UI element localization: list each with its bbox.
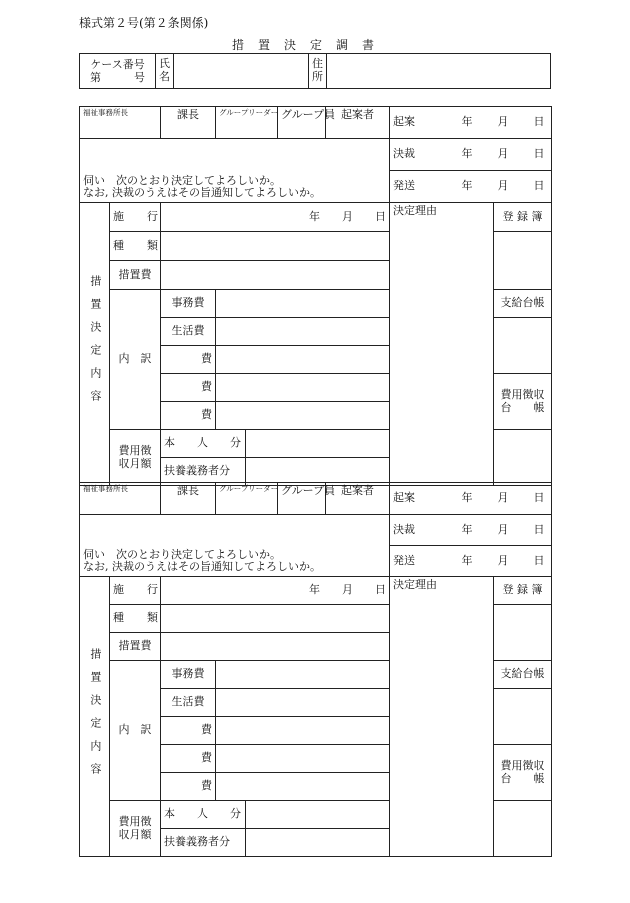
cost-field[interactable]	[161, 261, 390, 290]
breakdown-item: 費	[161, 717, 216, 745]
date-unit: 月	[497, 147, 509, 161]
kind-label: 種 類	[110, 232, 161, 261]
section-label: 措置決定内容	[80, 577, 110, 857]
enforcement-date[interactable]: 年 月 日	[161, 203, 390, 232]
monthly-fee-label-line1: 費用徴	[118, 814, 152, 828]
self-share-label: 本 人 分	[161, 801, 246, 829]
title-char: 調	[336, 38, 349, 52]
date-unit: 日	[533, 147, 545, 161]
title-char: 置	[258, 38, 271, 52]
form-number: 様式第２号(第２条関係)	[79, 16, 209, 30]
date-unit: 月	[497, 491, 509, 505]
approver-drafter[interactable]: 起案者	[326, 107, 390, 139]
address-field[interactable]	[327, 54, 551, 89]
date-approval[interactable]	[390, 139, 552, 171]
title-char: 書	[362, 38, 375, 52]
date-unit: 年	[461, 179, 473, 193]
case-number-label	[80, 54, 156, 89]
date-dispatch[interactable]	[390, 171, 552, 203]
breakdown-item: 生活費	[161, 318, 216, 346]
date-unit: 月	[497, 522, 509, 536]
breakdown-item: 費	[161, 402, 216, 430]
date-draft[interactable]	[390, 483, 552, 515]
decision-block-1	[79, 106, 552, 486]
guardian-share-label: 扶養義務者分	[161, 829, 246, 857]
breakdown-item: 費	[161, 374, 216, 402]
breakdown-label: 内 訳	[110, 661, 161, 801]
date-unit: 年	[461, 553, 473, 567]
approver-group-leader[interactable]: グループリーダー	[216, 107, 278, 139]
date-unit: 月	[497, 179, 509, 193]
monthly-fee-label-line2: 収月額	[118, 456, 152, 470]
date-label: 決裁	[393, 522, 416, 536]
date-label: 発送	[393, 179, 416, 193]
guardian-share-label: 扶養義務者分	[161, 458, 246, 486]
enforcement-label: 施 行	[110, 203, 161, 232]
breakdown-label: 内 訳	[110, 290, 161, 430]
inquiry-text	[80, 515, 390, 577]
date-unit: 日	[533, 179, 545, 193]
approver-group-leader[interactable]: グループリーダー	[216, 483, 278, 515]
payment-ledger-field[interactable]	[494, 318, 552, 374]
kind-field[interactable]	[161, 605, 390, 633]
title-char: 決	[284, 38, 297, 52]
name-field[interactable]	[174, 54, 309, 89]
breakdown-item: 費	[161, 773, 216, 801]
date-unit: 年	[461, 522, 473, 536]
inquiry-line2: なお, 決裁のうえはその旨通知してよろしいか。	[83, 560, 321, 574]
date-draft[interactable]	[390, 107, 552, 139]
register-label: 登 録 簿	[494, 203, 552, 232]
register-label: 登 録 簿	[494, 577, 552, 605]
breakdown-field[interactable]	[216, 745, 390, 773]
payment-ledger-field[interactable]	[494, 689, 552, 745]
self-share-field[interactable]	[246, 801, 390, 829]
inquiry-line1: 伺い 次のとおり決定してよろしいか。	[83, 173, 281, 187]
monthly-fee-label-line2: 収月額	[118, 827, 152, 841]
self-share-label: 本 人 分	[161, 430, 246, 458]
decision-block-2	[79, 482, 552, 857]
date-dispatch[interactable]	[390, 546, 552, 577]
breakdown-field[interactable]	[216, 402, 390, 430]
fee-ledger-label-line2: 台 帳	[500, 400, 545, 414]
inquiry-line1: 伺い 次のとおり決定してよろしいか。	[83, 547, 281, 561]
cost-label: 措置費	[110, 633, 161, 661]
approver-director[interactable]: 福祉事務所長	[80, 107, 161, 139]
date-approval[interactable]	[390, 515, 552, 546]
date-unit: 年	[461, 115, 473, 129]
monthly-fee-label-line1: 費用徴	[118, 443, 152, 457]
monthly-fee-label	[110, 801, 161, 857]
inquiry-text	[80, 139, 390, 203]
document-title	[232, 36, 388, 53]
section-label: 措置決定内容	[80, 203, 110, 486]
inquiry-line2: なお, 決裁のうえはその旨通知してよろしいか。	[83, 186, 321, 200]
case-number-label-line2: 第 号	[90, 71, 145, 84]
breakdown-item: 費	[161, 745, 216, 773]
approver-section-chief[interactable]: 課長	[161, 483, 216, 515]
approver-director[interactable]: 福祉事務所長	[80, 483, 161, 515]
breakdown-field[interactable]	[216, 773, 390, 801]
fee-ledger-label	[494, 745, 552, 801]
breakdown-field[interactable]	[216, 374, 390, 402]
enforcement-label: 施 行	[110, 577, 161, 605]
fee-ledger-label-line1: 費用徴収	[500, 387, 545, 401]
breakdown-field[interactable]	[216, 318, 390, 346]
date-unit: 年	[461, 147, 473, 161]
breakdown-item: 費	[161, 346, 216, 374]
date-label: 決裁	[393, 147, 416, 161]
name-label: 氏名	[156, 54, 174, 89]
kind-label: 種 類	[110, 605, 161, 633]
case-info-table	[79, 53, 551, 89]
breakdown-field[interactable]	[216, 290, 390, 318]
date-label: 起案	[393, 491, 416, 505]
fee-ledger-label-line2: 台 帳	[500, 771, 545, 785]
monthly-fee-label	[110, 430, 161, 486]
reason-label: 決定理由	[390, 203, 494, 486]
date-unit: 月	[497, 115, 509, 129]
date-unit: 月	[497, 553, 509, 567]
register-field[interactable]	[494, 605, 552, 661]
register-field[interactable]	[494, 232, 552, 290]
breakdown-item: 事務費	[161, 290, 216, 318]
title-char: 措	[232, 38, 245, 52]
approver-section-chief[interactable]: 課長	[161, 107, 216, 139]
date-unit: 日	[533, 553, 545, 567]
case-number-label-line1: ケース番号	[90, 57, 145, 71]
cost-field[interactable]	[161, 633, 390, 661]
payment-ledger-label: 支給台帳	[494, 290, 552, 318]
approver-drafter[interactable]: 起案者	[326, 483, 390, 515]
date-unit: 年	[461, 491, 473, 505]
breakdown-item: 生活費	[161, 689, 216, 717]
reason-label: 決定理由	[390, 577, 494, 857]
breakdown-field[interactable]	[216, 346, 390, 374]
guardian-share-field[interactable]	[246, 829, 390, 857]
date-label: 発送	[393, 553, 416, 567]
address-label: 住所	[309, 54, 327, 89]
fee-ledger-label-line1: 費用徴収	[500, 758, 545, 772]
fee-ledger-label	[494, 374, 552, 430]
breakdown-field[interactable]	[216, 689, 390, 717]
breakdown-field[interactable]	[216, 717, 390, 745]
date-unit: 日	[533, 491, 545, 505]
payment-ledger-label: 支給台帳	[494, 661, 552, 689]
date-unit: 日	[533, 115, 545, 129]
enforcement-date[interactable]: 年 月 日	[161, 577, 390, 605]
date-label: 起案	[393, 115, 416, 129]
cost-label: 措置費	[110, 261, 161, 290]
breakdown-field[interactable]	[216, 661, 390, 689]
approver-group-member[interactable]: グループ員	[278, 107, 326, 139]
approver-group-member[interactable]: グループ員	[278, 483, 326, 515]
self-share-field[interactable]	[246, 430, 390, 458]
kind-field[interactable]	[161, 232, 390, 261]
date-unit: 日	[533, 522, 545, 536]
breakdown-item: 事務費	[161, 661, 216, 689]
fee-ledger-field[interactable]	[494, 430, 552, 486]
title-char: 定	[310, 38, 323, 52]
fee-ledger-field[interactable]	[494, 801, 552, 857]
